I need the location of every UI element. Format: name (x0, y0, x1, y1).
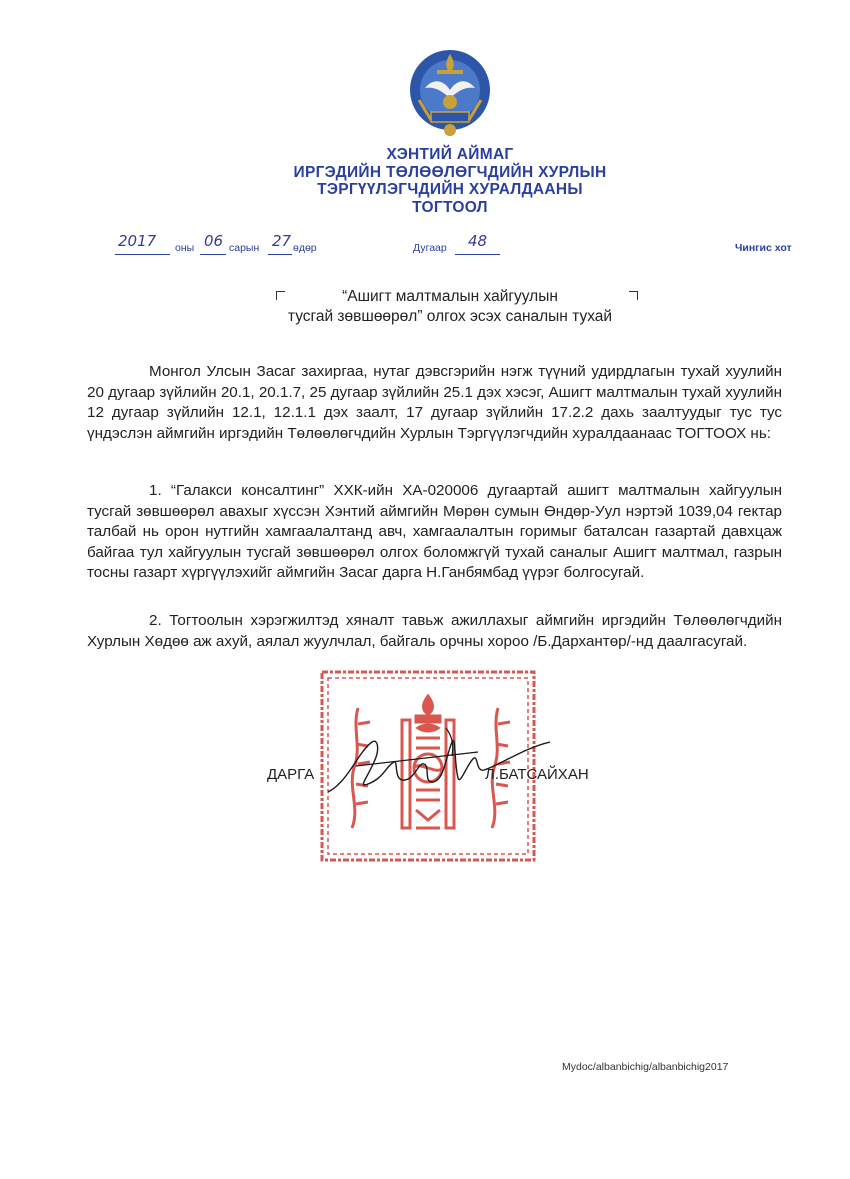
header-organization: ИРГЭДИЙН ТӨЛӨӨЛӨГЧДИЙН ХУРЛЫН (293, 163, 607, 181)
date-number-line (0, 232, 850, 258)
document-subject (250, 287, 650, 327)
document-number: 48 (468, 232, 488, 250)
subject-line-1: “Ашигт малтмалын хайгуулын (342, 288, 558, 305)
paragraph-item-2: 2. Тогтоолын хэрэгжилтэд хяналт тавьж ажиллахыг аймгийн иргэдийн Төлөөлөгчдийн Хурлын Хөдөө аж ахуй, аялал жуулчлал, байгаль орчны хороо /Б.Дархантөр/-нд даалгасугай. (87, 612, 782, 650)
month-label: сарын (229, 242, 260, 254)
header-body: ТЭРГҮҮЛЭГЧДИЙН ХУРАЛДААНЫ (317, 181, 583, 198)
year-label: оны (175, 242, 195, 254)
month-underline (200, 254, 226, 255)
day-label: өдөр (293, 242, 317, 254)
handwritten-signature-icon (328, 722, 550, 802)
signatory-name: Л.БАТСАЙХАН (485, 766, 589, 783)
number-underline (455, 254, 500, 255)
year-underline (115, 254, 170, 255)
state-emblem-icon (405, 40, 495, 140)
date-year: 2017 (118, 232, 157, 250)
date-month: 06 (204, 232, 224, 250)
paragraph-item-1: 1. “Галакси консалтинг” ХХК-ийн ХА-020006 дугаартай ашигт малтмалын хайгуулын тусгай зөвшөөрөл авахыг хүссэн Хэнтий аймгийн Мөрөн сумын Өндөр-Уул нэртэй 1039,04 гектар талбай нь орон нутгийн хамгаалалтанд авч, хамгаалалтын горимыг баталсан газартай давхцаж байгаа тул хайгуулын тусгай зөвшөөрөл олгох боломжгүй тухай саналыг Ашигт малтмал, газрын тосны газарт хүргүүлэхийг аймгийн Засаг дарга Н.Ганбямбад үүрэг болгосугай. (87, 482, 782, 582)
number-label: Дугаар (413, 242, 447, 254)
header-doc-type: ТОГТООЛ (412, 198, 488, 216)
day-underline (268, 254, 292, 255)
subject-line-2: тусгай зөвшөөрөл” олгох эсэх саналын тухай (287, 308, 613, 325)
footer-file-path: Mydoc/albanbichig/albanbichig2017 (562, 1061, 729, 1073)
header-region: ХЭНТИЙ АЙМАГ (386, 146, 514, 163)
document-header (230, 146, 670, 216)
paragraph-preamble: Монгол Улсын Засаг захиргаа, нутаг дэвсгэрийн нэгж түүний удирдлагын тухай хуулийн 20 дугаар зүйлийн 20.1, 20.1.7, 25 дугаар зүйлийн 25.1 дэх хэсэг, Ашигт малтмалын тухай хуулийн 12 дугаар зүйлийн 12.1, 12.1.1 дэх заалт, 17 дугаар зүйлийн 17.2.2 дахь заалтуудыг тус тус үндэслэн аймгийн иргэдийн Төлөөлөгчдийн Хурлын Тэргүүлэгчдийн хуралдаанаас ТОГТООХ нь: (87, 363, 782, 442)
signatory-title: ДАРГА (267, 766, 315, 783)
date-day: 27 (272, 232, 292, 250)
place-name: Чингис хот (735, 242, 792, 254)
